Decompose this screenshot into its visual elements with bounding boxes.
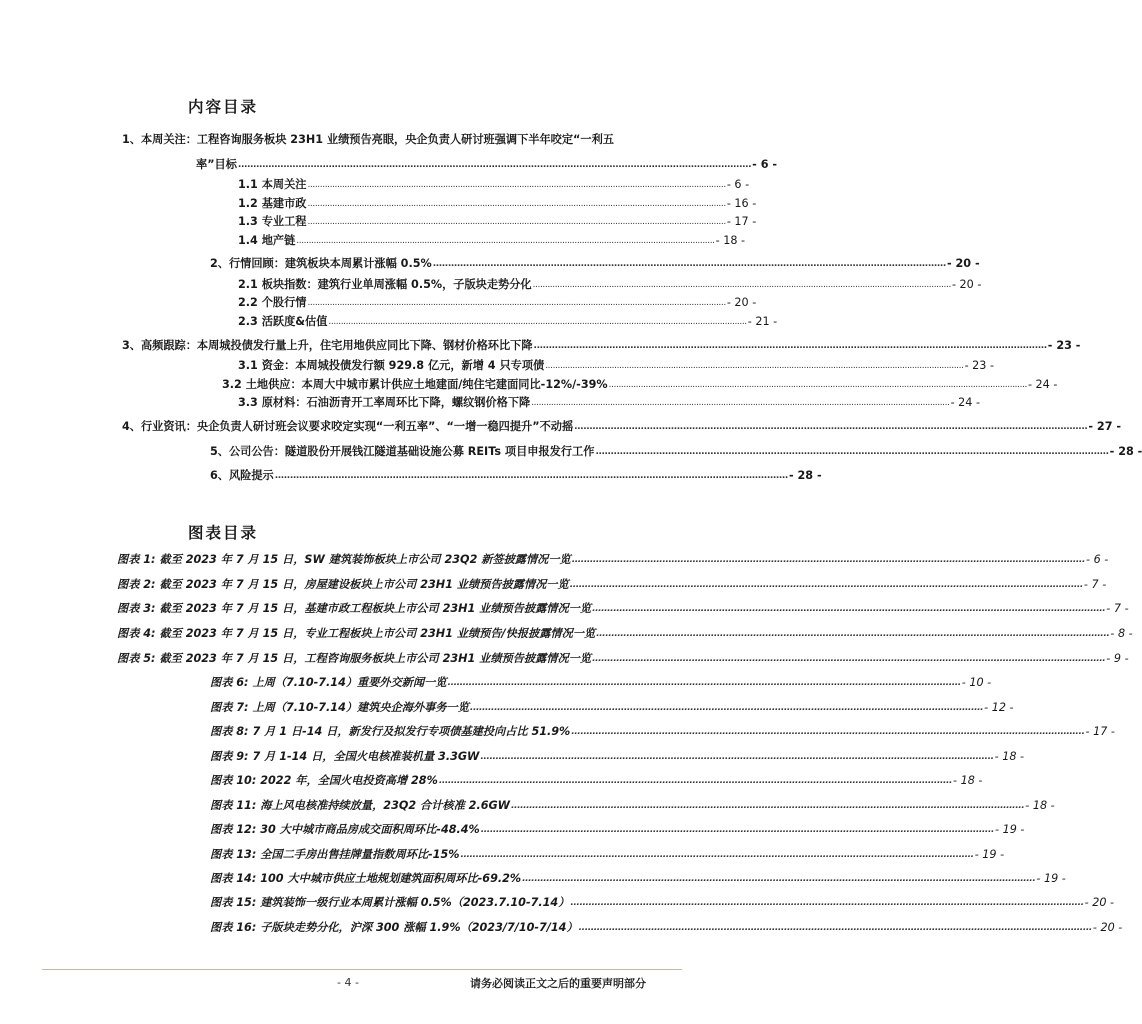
figure-dot-leader: .......................................................................................................................................................................... (571, 727, 1085, 737)
figure-label: 图表 3: (117, 602, 156, 615)
figure-dot-leader: .......................................................................................................................................................................... (596, 629, 1110, 639)
figure-entry[interactable] (210, 919, 1123, 935)
figure-label: 图表 14: (210, 872, 257, 885)
toc-entry-text: 3.2 土地供应：本周大中城市累计供应土地建面/纯住宅建面同比-12%/-39% (222, 378, 608, 391)
toc-entry-page: - 28 - (788, 469, 822, 482)
figure-dot-leader: .......................................................................................................................................................................... (578, 923, 1092, 933)
figure-text: 全国二手房出售挂牌量指数周环比-15% (260, 848, 460, 861)
figure-page: - 19 - (1036, 872, 1066, 885)
toc-entry-text: 2、行情回顾：建筑板块本周累计涨幅 0.5% (210, 257, 432, 270)
toc-entry[interactable] (122, 418, 1122, 434)
figure-page: - 12 - (984, 701, 1014, 714)
toc-dot-leader: .......................................................................................................................................................................... (237, 160, 752, 170)
figure-page: - 18 - (1025, 799, 1055, 812)
figure-label: 图表 9: (210, 750, 249, 763)
figure-label: 图表 15: (210, 896, 257, 909)
figure-dot-leader: .......................................................................................................................................................................... (438, 776, 953, 786)
toc-entry[interactable] (238, 232, 746, 248)
toc-entry-text: 1.3 专业工程 (238, 215, 307, 228)
toc-entry-page: - 18 - (715, 234, 746, 247)
figure-dot-leader: .......................................................................................................................................................................... (522, 874, 1036, 884)
toc-entry[interactable] (238, 294, 757, 310)
figure-text: 海上风电核准持续放量，23Q2 合计核准 2.6GW (260, 799, 511, 812)
figure-text: 子版块走势分化，沪深 300 涨幅 1.9%（2023/7/10-7/14） (260, 921, 578, 934)
toc-entry-page: - 24 - (950, 396, 980, 409)
figure-label: 图表 2: (117, 578, 156, 591)
toc-entry-text: 2.2 个股行情 (238, 296, 307, 309)
figure-entry[interactable] (117, 551, 1109, 567)
toc-entry-page: - 27 - (1088, 420, 1122, 433)
toc-entry-text: 1.4 地产链 (238, 234, 296, 247)
figure-page: - 18 - (994, 750, 1025, 763)
figure-text: 7 月 1-14 日，全国火电核准装机量 3.3GW (252, 750, 480, 763)
toc-entry-text: 5、公司公告：隧道股份开展钱江隧道基础设施公募 REITs 项目申报发行工作 (210, 445, 595, 458)
figure-dot-leader: .......................................................................................................................................................................... (480, 825, 994, 835)
figures-title: 图表目录 (188, 524, 259, 542)
toc-entry-text: 4、行业资讯：央企负责人研讨班会议要求咬定实现“一利五率”、“一增一稳四提升”不动摇 (122, 420, 574, 433)
figure-label: 图表 7: (210, 701, 249, 714)
toc-dot-leader: .......................................................................................................................................................................... (545, 361, 964, 371)
toc-dot-leader: .......................................................................................................................................................................... (307, 180, 726, 190)
toc-entry-text: 1、本周关注：工程咨询服务板块 23H1 业绩预告亮眼，央企负责人研讨班强调下半年咬定“一利五 (122, 133, 614, 146)
toc-dot-leader: .......................................................................................................................................................................... (307, 298, 726, 308)
toc-entry-page: - 23 - (1047, 339, 1081, 352)
toc-entry-page: - 16 - (726, 197, 757, 210)
toc-dot-leader: .......................................................................................................................................................................... (595, 447, 1109, 457)
toc-entry[interactable] (238, 195, 757, 211)
figure-page: - 20 - (1092, 921, 1123, 934)
figure-entry[interactable] (210, 894, 1115, 910)
toc-entry-text: 3.3 原材料：石油沥青开工率周环比下降，螺纹钢价格下降 (238, 396, 531, 409)
figure-page: - 10 - (961, 676, 992, 689)
figure-text: 上周（7.10-7.14）建筑央企海外事务一览 (252, 701, 469, 714)
figure-label: 图表 13: (210, 848, 257, 861)
figure-dot-leader: .......................................................................................................................................................................... (592, 654, 1106, 664)
figure-entry[interactable] (210, 723, 1115, 739)
figure-entry[interactable] (117, 650, 1129, 666)
footer-disclaimer: 请务必阅读正文之后的重要声明部分 (470, 977, 646, 990)
toc-dot-leader: .......................................................................................................................................................................... (533, 341, 1047, 351)
figure-label: 图表 10: (210, 774, 257, 787)
toc-entry-page: - 21 - (747, 315, 778, 328)
figure-entry[interactable] (210, 772, 983, 788)
toc-entry[interactable] (238, 357, 994, 373)
toc-entry-page: - 23 - (964, 359, 994, 372)
toc-entry[interactable] (122, 337, 1081, 353)
figure-label: 图表 1: (117, 553, 156, 566)
toc-entry-text: 2.3 活跃度&估值 (238, 315, 328, 328)
figure-text: 7 月 1 日-14 日，新发行及拟发行专项债基建投向占比 51.9% (252, 725, 571, 738)
toc-entry-page: - 6 - (752, 158, 778, 171)
figure-page: - 8 - (1110, 627, 1133, 640)
figure-dot-leader: .......................................................................................................................................................................... (447, 678, 961, 688)
toc-entry-page: - 17 - (726, 215, 757, 228)
toc-entry[interactable] (238, 176, 750, 192)
figure-entry[interactable] (210, 846, 1005, 862)
toc-entry-page: - 20 - (726, 296, 757, 309)
toc-dot-leader: .......................................................................................................................................................................... (532, 280, 951, 290)
toc-dot-leader: .......................................................................................................................................................................... (307, 217, 726, 227)
figure-text: 截至 2023 年 7 月 15 日，SW 建筑装饰板块上市公司 23Q2 新签披露情况一览 (159, 553, 571, 566)
footer-page-number: - 4 - (337, 976, 359, 989)
figure-dot-leader: .......................................................................................................................................................................... (469, 703, 984, 713)
figure-entry[interactable] (210, 699, 1014, 715)
figure-text: 建筑装饰一级行业本周累计涨幅 0.5%（2023.7.10-7.14） (260, 896, 570, 909)
figure-entry[interactable] (210, 674, 992, 690)
toc-entry-text: 1.2 基建市政 (238, 197, 307, 210)
figure-entry[interactable] (117, 576, 1107, 592)
figure-label: 图表 8: (210, 725, 249, 738)
figure-dot-leader: .......................................................................................................................................................................... (511, 801, 1025, 811)
toc-dot-leader: .......................................................................................................................................................................... (328, 317, 747, 327)
toc-entry[interactable] (238, 313, 778, 329)
figure-page: - 7 - (1083, 578, 1107, 591)
figure-text: 截至 2023 年 7 月 15 日，房屋建设板块上市公司 23H1 业绩预告披露情况一览 (159, 578, 569, 591)
figure-entry[interactable] (117, 600, 1129, 616)
toc-entry-page: - 6 - (726, 178, 750, 191)
toc-title: 内容目录 (188, 98, 259, 116)
toc-entry-page: - 20 - (946, 257, 980, 270)
figure-page: - 7 - (1106, 602, 1129, 615)
toc-entry-text: 6、风险提示 (210, 469, 274, 482)
figure-entry[interactable] (117, 625, 1133, 641)
figure-label: 图表 16: (210, 921, 257, 934)
figure-page: - 18 - (953, 774, 983, 787)
toc-entry[interactable] (196, 156, 778, 172)
figure-label: 图表 12: (210, 823, 257, 836)
toc-dot-leader: .......................................................................................................................................................................... (296, 236, 715, 246)
figure-entry[interactable] (210, 821, 1025, 837)
toc-entry-text: 2.1 板块指数：建筑行业单周涨幅 0.5%，子版块走势分化 (238, 278, 532, 291)
figure-label: 图表 5: (117, 652, 156, 665)
toc-entry[interactable] (210, 443, 1142, 459)
figure-entry[interactable] (210, 870, 1066, 886)
toc-dot-leader: .......................................................................................................................................................................... (608, 380, 1027, 390)
figure-page: - 17 - (1085, 725, 1115, 738)
figure-page: - 20 - (1084, 896, 1115, 909)
figure-text: 截至 2023 年 7 月 15 日，工程咨询服务板块上市公司 23H1 业绩预告披露情况一览 (159, 652, 592, 665)
figure-page: - 9 - (1106, 652, 1129, 665)
toc-entry-page: - 28 - (1109, 445, 1142, 458)
toc-entry[interactable] (238, 213, 757, 229)
toc-dot-leader: .......................................................................................................................................................................... (574, 422, 1088, 432)
toc-entry-text: 3、高频跟踪：本周城投债发行量上升，住宅用地供应同比下降、钢材价格环比下降 (122, 339, 533, 352)
figure-text: 2022 年，全国火电投资高增 28% (260, 774, 438, 787)
toc-entry[interactable] (222, 376, 1058, 392)
figure-text: 截至 2023 年 7 月 15 日，基建市政工程板块上市公司 23H1 业绩预告披露情况一览 (159, 602, 592, 615)
toc-entry-text: 1.1 本周关注 (238, 178, 307, 191)
toc-dot-leader: .......................................................................................................................................................................... (432, 259, 946, 269)
figure-label: 图表 6: (210, 676, 249, 689)
toc-entry[interactable] (210, 255, 980, 271)
figure-dot-leader: .......................................................................................................................................................................... (571, 555, 1085, 565)
figure-entry[interactable] (210, 748, 1025, 764)
figure-text: 100 大中城市供应土地规划建筑面积周环比-69.2% (260, 872, 522, 885)
toc-dot-leader: .......................................................................................................................................................................... (307, 199, 726, 209)
toc-entry[interactable] (238, 276, 982, 292)
figure-page: - 6 - (1085, 553, 1109, 566)
figure-label: 图表 11: (210, 799, 257, 812)
figure-dot-leader: .......................................................................................................................................................................... (569, 580, 1083, 590)
figure-dot-leader: .......................................................................................................................................................................... (570, 898, 1084, 908)
toc-entry[interactable] (210, 467, 822, 483)
toc-entry-text: 3.1 资金：本周城投债发行额 929.8 亿元，新增 4 只专项债 (238, 359, 545, 372)
figure-label: 图表 4: (117, 627, 156, 640)
figure-page: - 19 - (974, 848, 1005, 861)
figure-entry[interactable] (210, 797, 1055, 813)
toc-entry[interactable] (122, 131, 702, 147)
toc-entry[interactable] (238, 394, 980, 410)
figure-dot-leader: .......................................................................................................................................................................... (592, 604, 1106, 614)
toc-entry-page: - 24 - (1027, 378, 1058, 391)
figure-text: 截至 2023 年 7 月 15 日，专业工程板块上市公司 23H1 业绩预告/快报披露情况一览 (159, 627, 596, 640)
figure-text: 上周（7.10-7.14）重要外交新闻一览 (252, 676, 447, 689)
footer-divider (42, 969, 682, 970)
figure-dot-leader: .......................................................................................................................................................................... (480, 752, 994, 762)
figure-dot-leader: .......................................................................................................................................................................... (460, 850, 974, 860)
toc-entry-text: 率”目标 (196, 158, 237, 171)
figure-page: - 19 - (995, 823, 1025, 836)
toc-dot-leader: .......................................................................................................................................................................... (531, 398, 950, 408)
toc-entry-page: - 20 - (951, 278, 982, 291)
toc-dot-leader: .......................................................................................................................................................................... (274, 471, 788, 481)
figure-text: 30 大中城市商品房成交面积周环比-48.4% (260, 823, 480, 836)
